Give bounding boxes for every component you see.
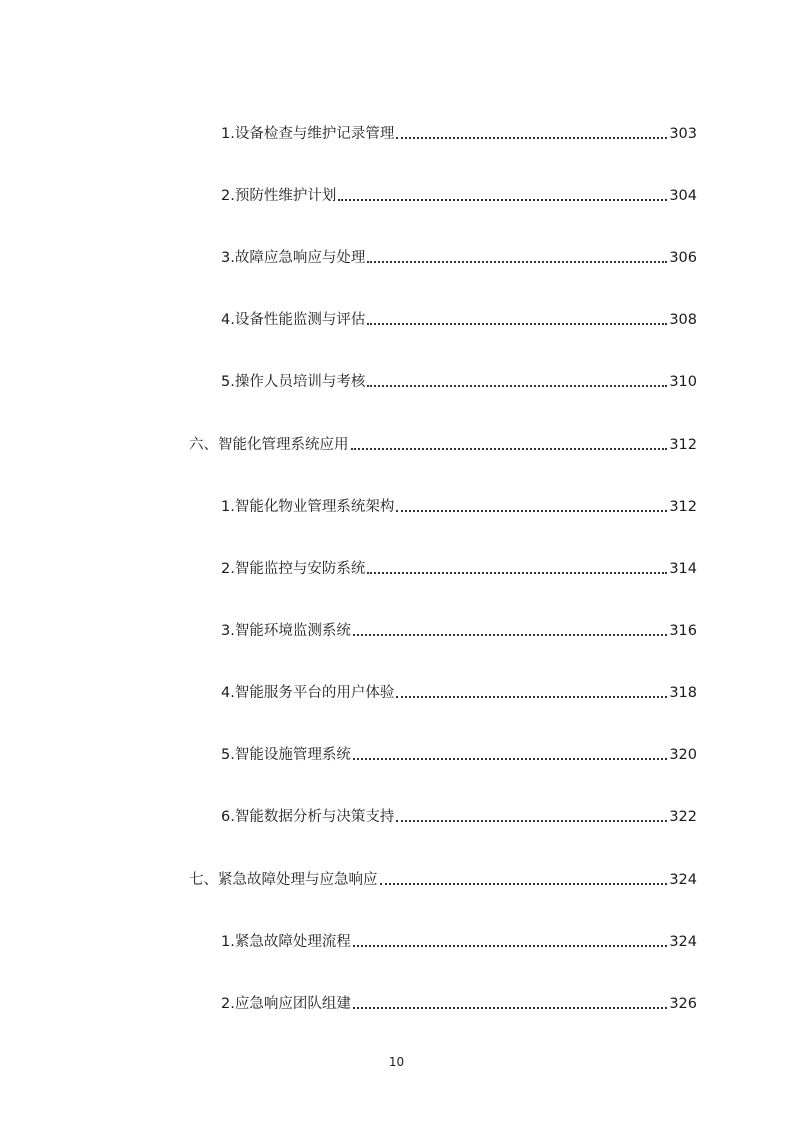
- toc-entry-title: 5.操作人员培训与考核: [221, 374, 366, 390]
- toc-entry[interactable]: [221, 117, 697, 143]
- toc-entry-page: 304: [669, 188, 697, 204]
- page-number: 10: [388, 1055, 405, 1069]
- toc-entry-title: 4.智能服务平台的用户体验: [221, 685, 395, 701]
- toc-dot-leader: [367, 385, 667, 387]
- toc-entry[interactable]: [221, 614, 697, 640]
- toc-entry[interactable]: [221, 490, 697, 516]
- toc-entry-page: 303: [669, 126, 697, 142]
- toc-dot-leader: [396, 696, 667, 698]
- toc-entry-title: 3.智能环境监测系统: [221, 623, 351, 639]
- toc-entry[interactable]: [221, 925, 697, 951]
- toc-dot-leader: [338, 199, 667, 201]
- toc-entry-title: 1.紧急故障处理流程: [221, 934, 351, 950]
- toc-entry-title: 3.故障应急响应与处理: [221, 250, 366, 266]
- toc-entry[interactable]: [221, 365, 697, 391]
- toc-dot-leader: [353, 758, 667, 760]
- toc-dot-leader: [396, 510, 667, 512]
- toc-dot-leader: [353, 945, 667, 947]
- toc-entry-page: 308: [669, 312, 697, 328]
- toc-entry[interactable]: [221, 179, 697, 205]
- toc-entry-page: 310: [669, 374, 697, 390]
- toc-entry-page: 316: [669, 623, 697, 639]
- toc-entry-title: 6.智能数据分析与决策支持: [221, 809, 395, 825]
- toc-entry-title: 5.智能设施管理系统: [221, 747, 351, 763]
- toc-entry[interactable]: [221, 738, 697, 764]
- toc-entry[interactable]: [221, 987, 697, 1013]
- toc-entry[interactable]: [221, 552, 697, 578]
- toc-entry-page: 312: [669, 499, 697, 515]
- toc-dot-leader: [396, 820, 667, 822]
- toc-entry-page: 314: [669, 561, 697, 577]
- toc-entry-title: 4.设备性能监测与评估: [221, 312, 366, 328]
- toc-entry-title: 1.智能化物业管理系统架构: [221, 499, 395, 515]
- toc-dot-leader: [367, 572, 667, 574]
- toc-dot-leader: [353, 1007, 667, 1009]
- toc-entry-page: 324: [669, 934, 697, 950]
- toc-dot-leader: [396, 137, 667, 139]
- toc-entry-title: 1.设备检查与维护记录管理: [221, 126, 395, 142]
- toc-entry[interactable]: [221, 800, 697, 826]
- toc-entry[interactable]: [221, 241, 697, 267]
- toc-entry[interactable]: [221, 303, 697, 329]
- toc-entry-page: 312: [669, 437, 697, 453]
- toc-entry-title: 2.应急响应团队组建: [221, 996, 351, 1012]
- toc-dot-leader: [353, 634, 667, 636]
- toc-entry-title: 2.预防性维护计划: [221, 188, 337, 204]
- toc-entry-page: 320: [669, 747, 697, 763]
- toc-entry-page: 322: [669, 809, 697, 825]
- toc-entry-title: 2.智能监控与安防系统: [221, 561, 366, 577]
- toc-entry-page: 306: [669, 250, 697, 266]
- toc-entry-page: 318: [669, 685, 697, 701]
- toc-section-entry[interactable]: [189, 428, 697, 454]
- toc-entry-title: 七、紧急故障处理与应急响应: [189, 872, 378, 888]
- toc-entry[interactable]: [221, 676, 697, 702]
- toc-dot-leader: [367, 261, 667, 263]
- toc-dot-leader: [351, 448, 668, 450]
- toc-section-entry[interactable]: [189, 863, 697, 889]
- toc-dot-leader: [367, 323, 667, 325]
- toc-entry-title: 六、智能化管理系统应用: [189, 437, 349, 453]
- toc-dot-leader: [380, 883, 668, 885]
- toc-entry-page: 324: [669, 872, 697, 888]
- toc-entry-page: 326: [669, 996, 697, 1012]
